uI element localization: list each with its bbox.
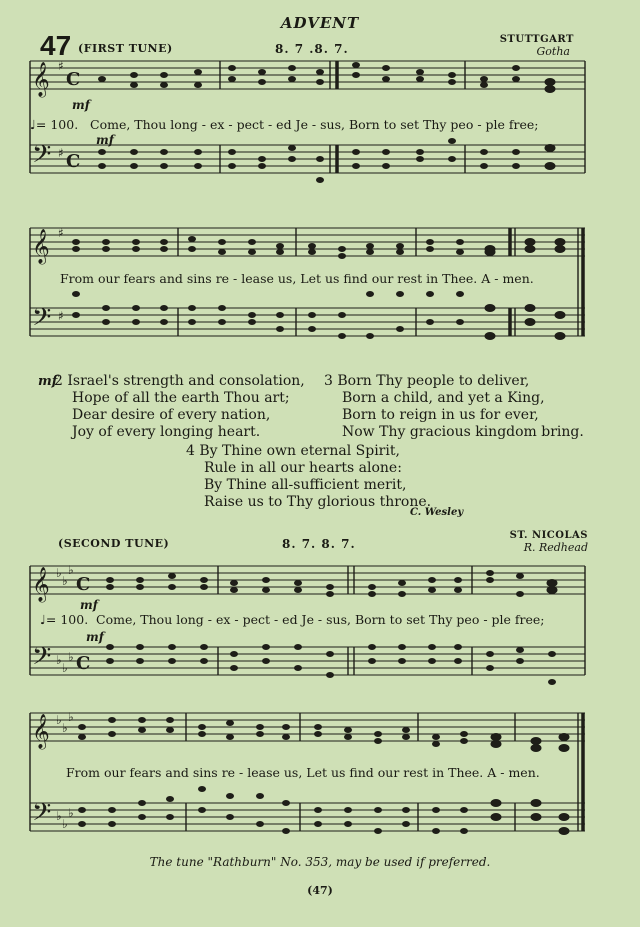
second-tune-lyric-line-2: From our fears and sins re - lease us, Let us find our rest in Thee. A - men.	[66, 765, 540, 780]
page-number: (47)	[307, 884, 333, 897]
page-header-title: ADVENT	[280, 14, 360, 32]
svg-text:♭: ♭	[56, 566, 62, 580]
verse-4-line-3: By Thine all-sufficient merit,	[204, 477, 407, 493]
verse-3	[324, 373, 584, 441]
svg-text:C: C	[76, 574, 91, 595]
first-tune-name: STUTTGART	[499, 34, 574, 45]
treble-notes	[98, 62, 555, 93]
verse-2-line-2: Hope of all the earth Thou art;	[72, 390, 290, 406]
second-tune-dynamic-treble: mf	[80, 598, 98, 612]
treble-staff	[30, 59, 585, 98]
svg-text:𝄞: 𝄞	[32, 62, 50, 97]
second-tune-meter: 8. 7. 8. 7.	[282, 537, 356, 551]
treble-staff	[30, 563, 585, 603]
svg-text:C: C	[66, 69, 81, 90]
svg-text:♯: ♯	[58, 59, 64, 73]
svg-text:𝄞: 𝄞	[32, 714, 50, 749]
first-tune-lyric-line-1: Come, Thou long - ex - pect - ed Je - sus, Born to set Thy peo - ple free;	[90, 117, 539, 132]
svg-text:𝄢: 𝄢	[32, 642, 52, 677]
svg-text:♭: ♭	[62, 574, 68, 588]
first-tune-label: (FIRST TUNE)	[78, 42, 173, 55]
verse-3-line-1: 3 Born Thy people to deliver,	[324, 373, 530, 389]
second-tune-label: (SECOND TUNE)	[58, 537, 170, 550]
verse-4	[186, 443, 431, 511]
svg-text:♭: ♭	[56, 713, 62, 727]
svg-text:♭: ♭	[62, 817, 68, 831]
bass-staff	[30, 798, 585, 833]
second-tune-name: ST. NICOLAS	[509, 530, 588, 541]
verse-author: C. Wesley	[410, 507, 464, 518]
svg-text:♭: ♭	[62, 661, 68, 675]
svg-text:♯: ♯	[58, 146, 64, 160]
bass-staff	[30, 303, 585, 338]
svg-text:𝄢: 𝄢	[32, 140, 52, 175]
first-tune-system-2	[0, 222, 640, 352]
hymn-number: 47	[40, 30, 72, 61]
footnote: The tune "Rathburn" No. 353, may be used if preferred.	[149, 855, 491, 869]
bass-notes	[106, 644, 556, 685]
second-tune-source: R. Redhead	[523, 541, 588, 554]
svg-text:♭: ♭	[68, 563, 74, 577]
svg-text:𝄢: 𝄢	[32, 798, 52, 833]
second-tune-lyric-line-1: Come, Thou long - ex - pect - ed Je - sus, Born to set Thy peo - ple free;	[96, 612, 545, 627]
verse-4-line-2: Rule in all our hearts alone:	[204, 460, 402, 476]
svg-text:♭: ♭	[56, 653, 62, 667]
svg-text:C: C	[76, 653, 91, 674]
svg-text:C: C	[66, 151, 81, 172]
svg-text:♯: ♯	[58, 309, 64, 323]
svg-text:♭: ♭	[62, 721, 68, 735]
first-tune-tempo: ♩= 100.	[30, 117, 79, 132]
verse-4-line-4: Raise us to Thy glorious throne.	[204, 494, 432, 510]
svg-text:♭: ♭	[68, 710, 74, 724]
verse-2	[54, 373, 305, 441]
svg-text:♭: ♭	[68, 806, 74, 820]
first-tune-meter: 8. 7 .8. 7.	[275, 42, 349, 56]
treble-notes	[106, 570, 557, 597]
verse-2-line-1: 2 Israel's strength and consolation,	[54, 373, 305, 389]
verse-2-line-3: Dear desire of every nation,	[72, 407, 271, 423]
second-tune-tempo: ♩= 100.	[40, 612, 89, 627]
svg-text:𝄞: 𝄞	[32, 229, 50, 264]
svg-text:♯: ♯	[58, 226, 64, 240]
verse-3-line-3: Born to reign in us for ever,	[342, 407, 539, 423]
verse-4-line-1: 4 By Thine own eternal Spirit,	[186, 443, 400, 459]
first-tune-lyric-line-2: From our fears and sins re - lease us, Let us find our rest in Thee. A - men.	[60, 271, 534, 286]
svg-text:♭: ♭	[68, 650, 74, 664]
verse-3-line-4: Now Thy gracious kingdom bring.	[342, 424, 584, 440]
svg-text:𝄢: 𝄢	[32, 303, 52, 338]
first-tune-source: Gotha	[536, 45, 570, 58]
svg-text:𝄞: 𝄞	[32, 567, 50, 602]
second-tune-dynamic-bass: mf	[86, 630, 104, 644]
verse-2-line-4: Joy of every longing heart.	[72, 424, 261, 440]
svg-text:♭: ♭	[56, 809, 62, 823]
verse-2-dynamic: mf	[38, 374, 58, 389]
treble-staff	[30, 710, 585, 750]
first-tune-dynamic-treble: mf	[72, 98, 90, 112]
treble-staff	[30, 226, 585, 265]
verse-3-line-2: Born a child, and yet a King,	[342, 390, 545, 406]
first-tune-dynamic-bass: mf	[96, 133, 114, 147]
